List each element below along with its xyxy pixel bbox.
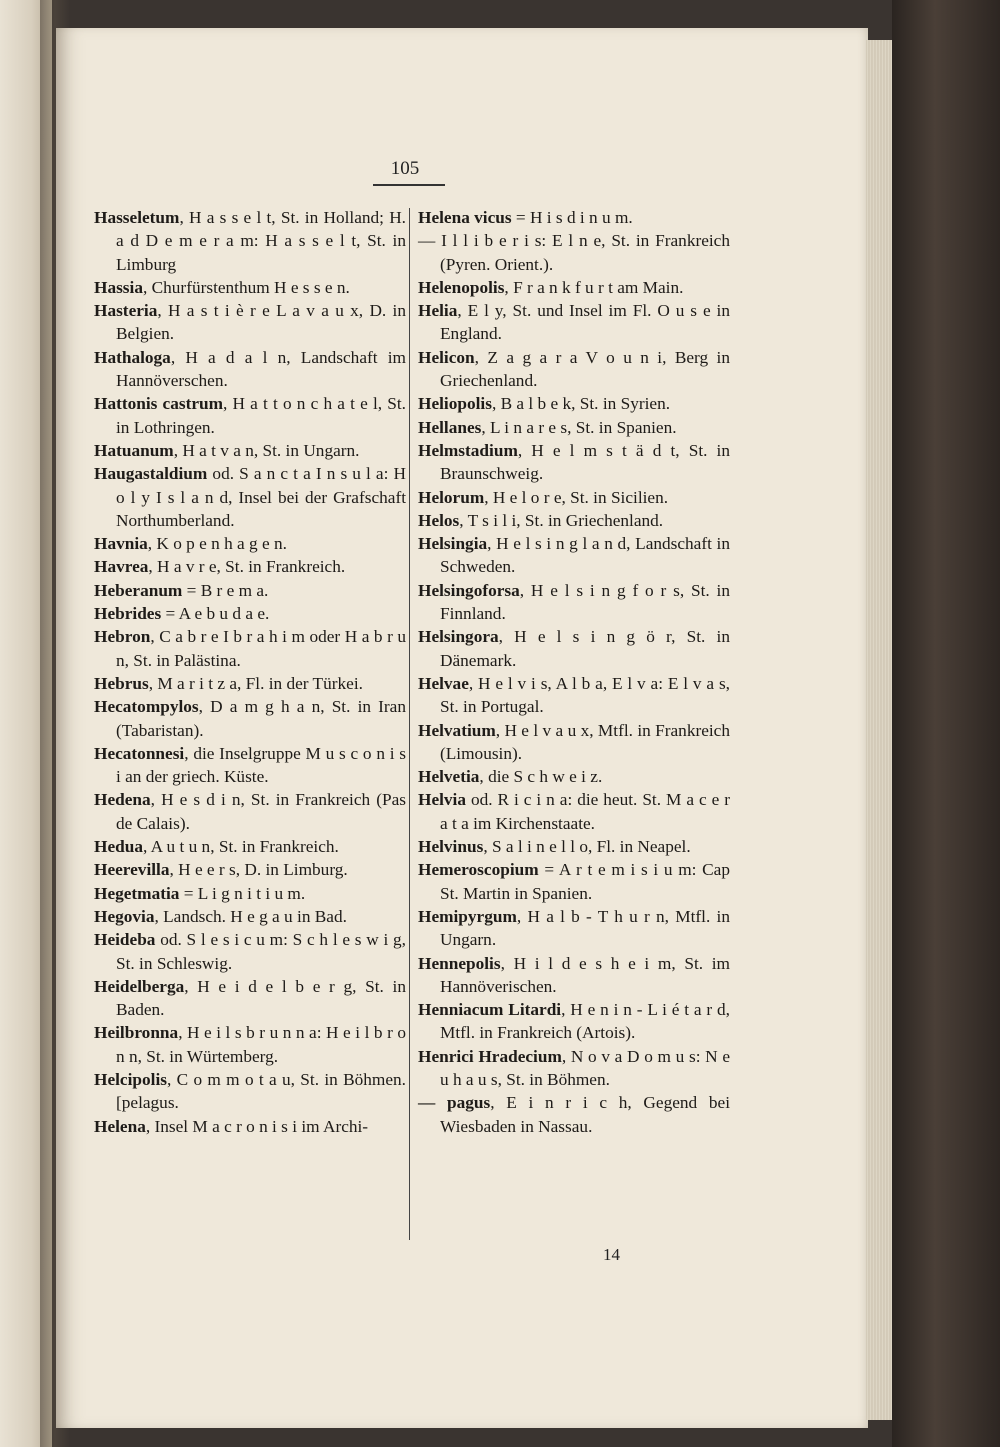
entry <box>94 742 406 789</box>
headword: Helvae <box>418 673 469 693</box>
headword: Hennepolis <box>418 953 501 973</box>
entry-text: , H e l v i s, A l b a, E l v a: E l v a s, St. in Portugal. <box>440 673 730 717</box>
entry-text: , C o m m o t a u, St. in Böhmen. [pelagus. <box>116 1069 406 1113</box>
headword: Helicon <box>418 347 475 367</box>
entry <box>418 532 730 579</box>
headword: Hemeroscopium <box>418 860 539 880</box>
headword: Helorum <box>418 487 485 507</box>
entry-text: = H i s d i n u m. <box>511 208 633 227</box>
headword: Hathaloga <box>94 347 171 367</box>
entry <box>94 835 406 858</box>
entry <box>418 1091 730 1138</box>
entry <box>94 905 406 928</box>
book-cover <box>892 0 1000 1447</box>
headword: Helvetia <box>418 767 480 787</box>
entry <box>418 346 730 393</box>
entry <box>94 1021 406 1068</box>
entry <box>94 579 406 602</box>
entry <box>418 835 730 858</box>
headword: Hemipyrgum <box>418 906 517 926</box>
entry <box>94 1068 406 1115</box>
entry-text: , H a v r e, St. in Frankreich. <box>148 557 346 577</box>
headword: Helsingoforsa <box>418 580 520 600</box>
page-number-rule <box>373 184 445 186</box>
entry <box>94 625 406 672</box>
entry-text: , N o v a D o m u s: N e u h a u s, St. in Böhmen. <box>440 1046 731 1089</box>
page-number: 105 <box>390 158 420 179</box>
entry-text: , M a r i t z a, Fl. in der Türkei. <box>148 673 363 693</box>
entry-text: — I l l i b e r i s: E l n e, St. in Frankreich (Pyren. Orient.). <box>418 231 730 274</box>
entry-text: = B r e m a. <box>182 580 269 600</box>
entry <box>94 299 406 346</box>
entry <box>418 276 730 299</box>
entry-text: , H e l s i n g f o r s, St. in Finnland. <box>440 580 730 624</box>
headword: Helsingia <box>418 534 488 554</box>
entry <box>94 788 406 835</box>
entry-text: , H e e r s, D. in Limburg. <box>169 860 348 880</box>
page-stack-edge <box>866 40 894 1420</box>
left-column <box>94 206 406 1138</box>
entry-text: = A e b u d a e. <box>161 604 270 624</box>
entry <box>94 882 406 905</box>
entry-text: , Churfürstenthum H e s s e n. <box>142 277 350 297</box>
headword: Heidelberga <box>94 976 185 996</box>
headword: Hegetmatia <box>94 883 180 903</box>
entry-text: , S a l i n e l l o, Fl. in Neapel. <box>483 837 691 857</box>
entry <box>418 486 730 509</box>
entry-text: od. R i c i n a: die heut. St. M a c e r a t a im Kirchenstaate. <box>440 790 730 833</box>
entry <box>94 928 406 975</box>
entry-text: , A u t u n, St. in Frankreich. <box>142 837 339 857</box>
entry-text: od. S l e s i c u m: S c h l e s w i g, St. in Schleswig. <box>116 930 406 973</box>
headword: Hedua <box>94 837 143 857</box>
entry-text: , H a d a l n, Landschaft im Hannöverschen. <box>116 347 406 391</box>
entry-text: , D a m g h a n, St. in Iran (Tabaristan). <box>116 697 406 740</box>
headword: Hattonis castrum <box>94 394 224 414</box>
entry-text: , L i n a r e s, St. in Spanien. <box>481 417 677 437</box>
entry-text: , K o p e n h a g e n. <box>147 534 287 554</box>
entry <box>418 392 730 415</box>
headword: Hebron <box>94 627 151 647</box>
entry <box>418 905 730 952</box>
entry <box>418 229 730 276</box>
entry <box>418 998 730 1045</box>
entry-text: = A r t e m i s i u m: Cap St. Martin in Spanien. <box>440 860 730 903</box>
entry-text: , die S c h w e i z. <box>479 767 603 787</box>
entry <box>94 462 406 532</box>
headword: Helos <box>418 510 460 530</box>
headword: Hecatonnesi <box>94 743 185 763</box>
headword: Heideba <box>94 930 156 950</box>
entry <box>418 672 730 719</box>
entry <box>94 672 406 695</box>
headword: Hecatompylos <box>94 697 199 717</box>
headword: Hasseletum <box>94 208 180 227</box>
headword: Hasteria <box>94 301 158 321</box>
entry-text: , Landsch. H e g a u in Bad. <box>154 906 347 926</box>
entry-text: , H e i l s b r u n n a: H e i l b r o n n, St. in Würtemberg. <box>116 1023 406 1066</box>
entry <box>418 625 730 672</box>
signature-mark: 14 <box>603 1245 620 1264</box>
entry <box>94 858 406 881</box>
headword: Heerevilla <box>94 860 170 880</box>
headword: Helcipolis <box>94 1069 167 1089</box>
entry <box>94 276 406 299</box>
right-column <box>418 206 730 1138</box>
entry-text: , die Inselgruppe M u s c o n i s i an der griech. Küste. <box>116 743 406 787</box>
headword: Hatuanum <box>94 440 174 460</box>
headword: Helena vicus <box>418 208 512 227</box>
entry-text: , H a t v a n, St. in Ungarn. <box>173 440 360 460</box>
entry-text: , H a s t i è r e L a v a u x, D. in Belgien. <box>116 301 406 344</box>
headword: Henniacum Litardi <box>418 1000 562 1020</box>
entry-text: = L i g n i t i u m. <box>179 883 306 903</box>
headword: Helvinus <box>418 837 484 857</box>
headword: Hebrus <box>94 673 149 693</box>
entry-text: , F r a n k f u r t am Main. <box>504 277 684 297</box>
entry <box>94 1115 406 1138</box>
entry-text: , H a s s e l t, St. in Holland; H. a d D e m e r a m: H a s s e l t, St. in Limburg <box>116 208 406 274</box>
entry <box>418 952 730 999</box>
entry <box>94 392 406 439</box>
headword: Hassia <box>94 277 143 297</box>
entry-text: , C a b r e I b r a h i m oder H a b r u n, St. in Palästina. <box>116 627 406 670</box>
entry-text: , H e l m s t ä d t, St. in Braunschweig. <box>440 440 730 484</box>
headword: Heilbronna <box>94 1023 179 1043</box>
headword: Havnia <box>94 534 148 554</box>
entry <box>418 439 730 486</box>
entry-text: od. S a n c t a I n s u l a: H o l y I s l a n d, Insel bei der Grafschaft Northumberland. <box>116 464 406 530</box>
headword: Hebrides <box>94 604 162 624</box>
entry-text: , H a l b - T h u r n, Mtfl. in Ungarn. <box>440 906 730 950</box>
headword: Havrea <box>94 557 149 577</box>
entry <box>94 555 406 578</box>
entry <box>418 299 730 346</box>
entry-text: , H e s d i n, St. in Frankreich (Pas de Calais). <box>116 790 406 833</box>
headword: Hellanes <box>418 417 482 437</box>
entry-text: , H e n i n - L i é t a r d, Mtfl. in Frankreich (Artois). <box>440 1000 730 1043</box>
headword: Helmstadium <box>418 440 518 460</box>
entry <box>94 695 406 742</box>
entry <box>418 579 730 626</box>
entry <box>94 206 406 276</box>
entry-text: , H i l d e s h e i m, St. im Hannöverischen. <box>440 953 730 996</box>
entry <box>418 416 730 439</box>
column-divider <box>409 208 410 1240</box>
headword: Helenopolis <box>418 277 505 297</box>
headword: Helena <box>94 1116 146 1136</box>
headword: Helvatium <box>418 720 496 740</box>
entry-text: , T s i l i, St. in Griechenland. <box>459 510 664 530</box>
entry-text: , H e i d e l b e r g, St. in Baden. <box>116 976 406 1020</box>
entry <box>94 346 406 393</box>
entry <box>418 206 730 229</box>
entry <box>418 788 730 835</box>
entry-text: , E l y, St. und Insel im Fl. O u s e in England. <box>440 301 730 344</box>
entry-text: , H e l v a u x, Mtfl. in Frankreich (Limousin). <box>440 720 730 763</box>
entry <box>94 602 406 625</box>
entry <box>418 765 730 788</box>
entry <box>418 509 730 532</box>
entry-text: , H e l s i n g l a n d, Landschaft in Schweden. <box>440 534 730 577</box>
entry <box>418 719 730 766</box>
entry-text: , Z a g a r a V o u n i, Berg in Griechenland. <box>440 347 730 391</box>
entry-text: , H a t t o n c h a t e l, St. in Lothringen. <box>116 394 406 437</box>
headword: Hedena <box>94 790 151 810</box>
entry-text: , H e l o r e, St. in Sicilien. <box>484 487 669 507</box>
headword: Haugastaldium <box>94 464 208 484</box>
entry-text: , B a l b e k, St. in Syrien. <box>491 394 671 414</box>
headword: — pagus <box>418 1093 491 1113</box>
headword: Hegovia <box>94 906 155 926</box>
headword: Heliopolis <box>418 394 492 414</box>
headword: Helia <box>418 301 458 321</box>
entry <box>94 532 406 555</box>
headword: Helvia <box>418 790 466 810</box>
entry <box>94 975 406 1022</box>
entry <box>418 1045 730 1092</box>
headword: Henrici Hradecium <box>418 1046 562 1066</box>
entry <box>94 439 406 462</box>
entry <box>418 858 730 905</box>
entry-text: , H e l s i n g ö r, St. in Dänemark. <box>440 627 730 670</box>
entry-text: , E i n r i c h, Gegend bei Wiesbaden in Nassau. <box>440 1093 730 1136</box>
headword: Helsingora <box>418 627 499 647</box>
headword: Heberanum <box>94 580 183 600</box>
entry-text: , Insel M a c r o n i s i im Archi- <box>145 1116 369 1136</box>
